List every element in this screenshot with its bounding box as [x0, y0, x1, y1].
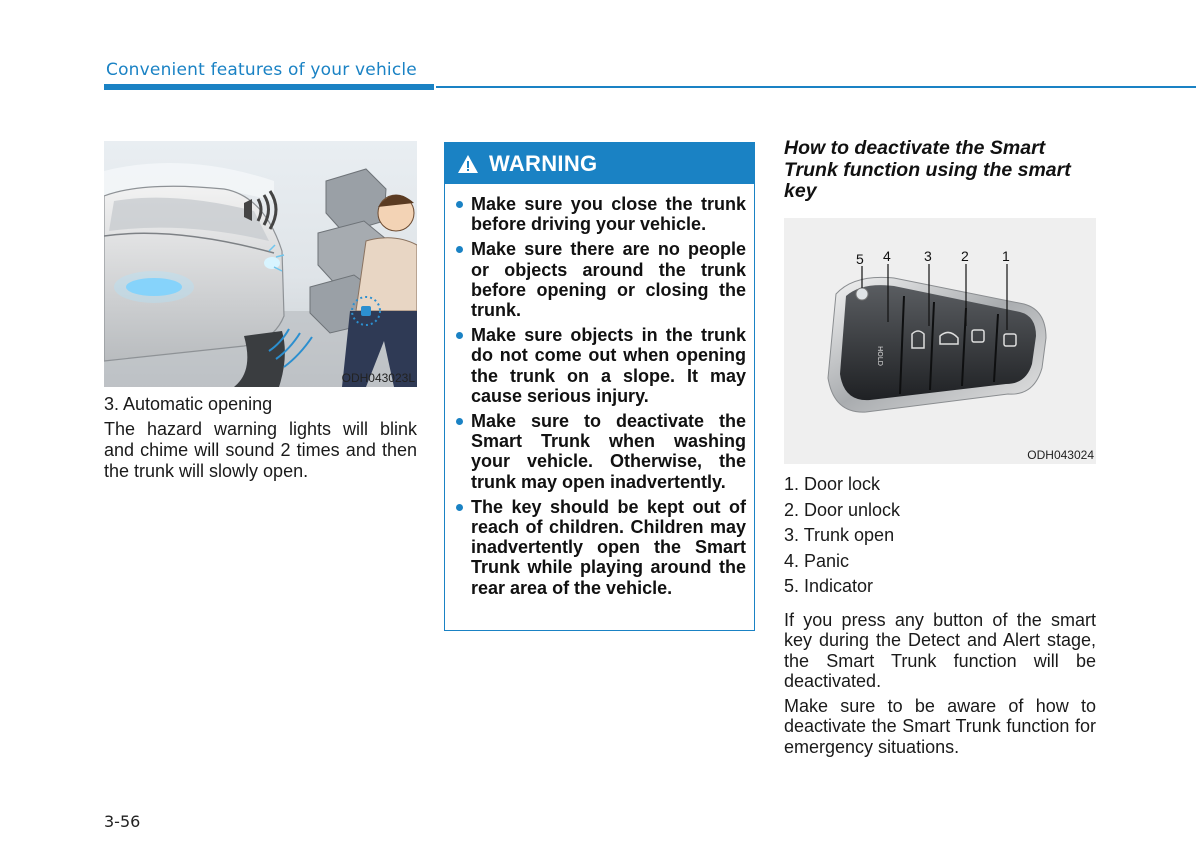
list-item: 3. Trunk open [784, 525, 895, 545]
callout-4: 4 [883, 248, 891, 264]
header-bar-thick [104, 84, 434, 90]
deactivate-subheading: How to deactivate the Smart Trunk function using the smart key [784, 137, 1071, 202]
smart-key-icon [784, 218, 1096, 464]
warning-item: Make sure objects in the trunk do not come out when opening the trunk on a slope. It may cause serious injury. [471, 325, 746, 406]
key-button-list [784, 472, 900, 600]
list-item: 5. Indicator [784, 576, 874, 596]
header-bar-thin [436, 86, 1196, 88]
trunk-illustration [104, 141, 417, 387]
section-title: Convenient features of your vehicle [106, 60, 417, 80]
car-trunk-icon [104, 141, 417, 387]
list-item: 2. Door unlock [784, 499, 901, 520]
list-item: 4. Panic [784, 550, 850, 571]
warning-box [444, 142, 755, 631]
hold-label: HOLD [876, 346, 884, 367]
warning-item: The key should be kept out of reach of children. Children may inadvertently open the Smart Trunk while playing around the rear area of the vehicle. [471, 496, 746, 598]
warning-title: WARNING [489, 150, 598, 176]
automatic-opening-paragraph: The hazard warning lights will blink and chime will sound 2 times and then the trunk will slowly open. [104, 419, 417, 481]
callout-1: 1 [1002, 248, 1010, 264]
callout-5: 5 [856, 251, 864, 267]
warning-item: Make sure you close the trunk before driving your vehicle. [471, 194, 746, 235]
warning-item: Make sure to deactivate the Smart Trunk when washing your vehicle. Otherwise, the trunk may open inadvertently. [471, 411, 746, 492]
list-item: 1. Door lock [784, 474, 881, 494]
page-number: 3-56 [104, 812, 141, 831]
automatic-opening-heading: 3. Automatic opening [104, 394, 273, 414]
deactivate-paragraph-1: If you press any button of the smart key during the Detect and Alert stage, the Smart Trunk function will be deactivated. [784, 610, 1096, 691]
warning-item: Make sure there are no people or objects around the trunk before opening or closing the trunk. [471, 239, 746, 321]
warning-triangle-icon [457, 154, 479, 174]
callout-3: 3 [924, 248, 932, 264]
smart-key-illustration [784, 218, 1096, 464]
warning-header [445, 143, 754, 184]
figure-code: ODH043024 [1027, 448, 1094, 462]
callout-2: 2 [961, 248, 969, 264]
warning-list [445, 184, 754, 598]
deactivate-paragraph-2: Make sure to be aware of how to deactivate the Smart Trunk function for emergency situations. [784, 696, 1096, 757]
figure-code: ODH043023L [341, 371, 415, 385]
